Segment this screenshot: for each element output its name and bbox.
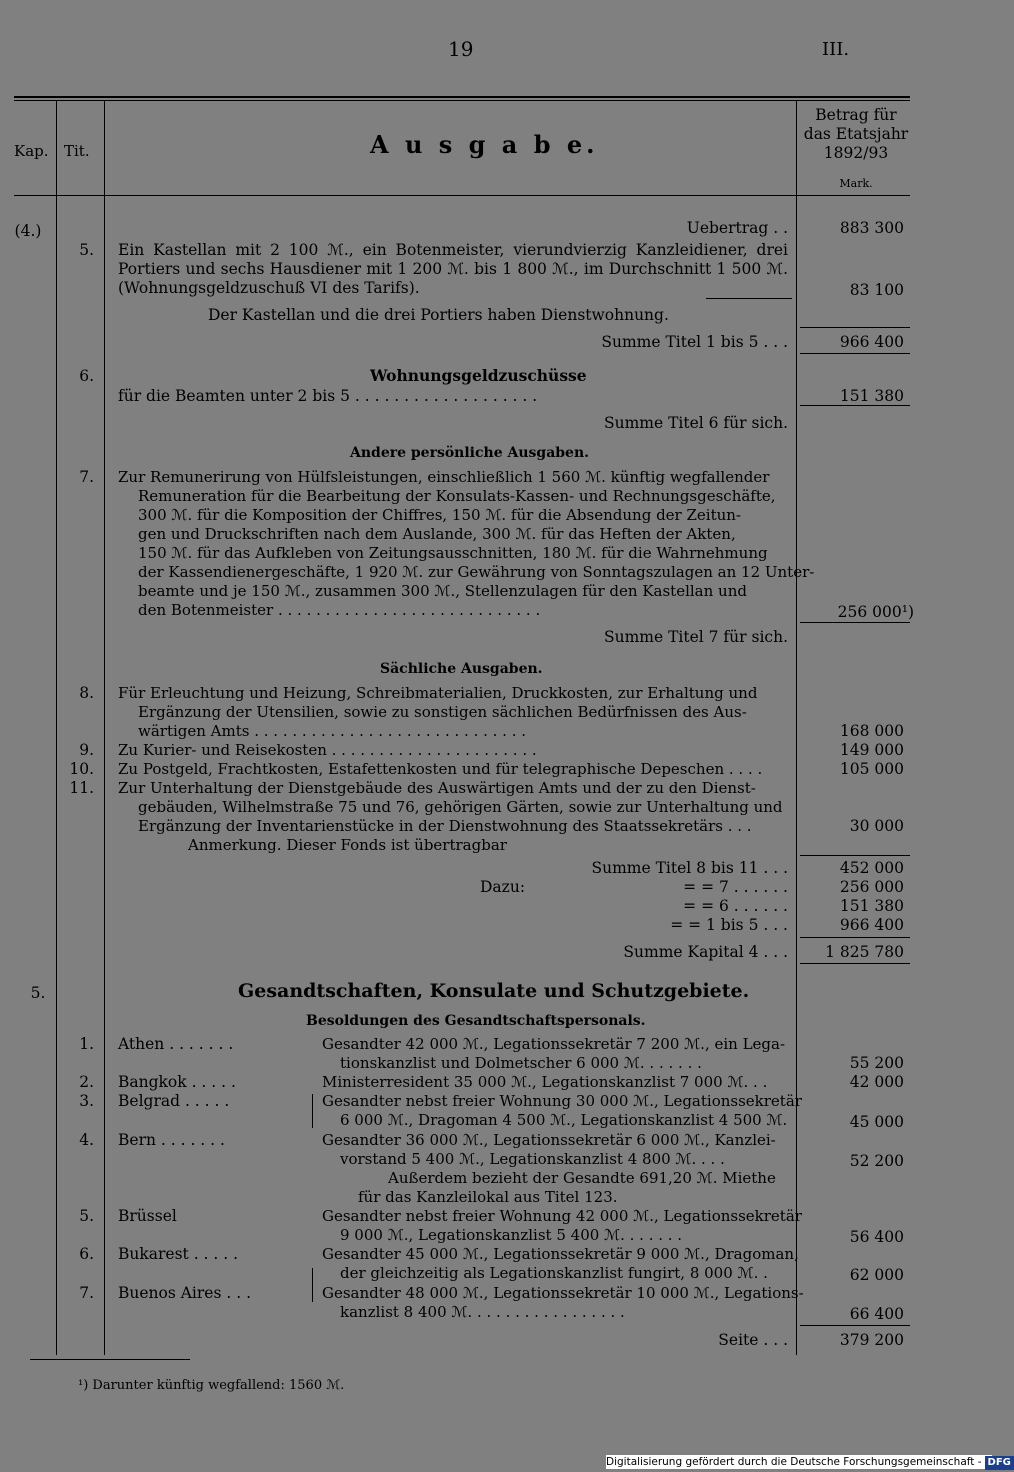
titel-7-value: 256 000¹) (837, 603, 914, 621)
col-divider-tit (104, 100, 105, 1355)
titel-11-line-2: gebäuden, Wilhelmstraße 75 und 76, gehörigen Gärten, sowie zur Unterhaltung und (138, 798, 783, 816)
entry-2-place: Bangkok . . . . . (118, 1073, 236, 1091)
entry-1-line-1: Gesandter 42 000 ℳ., Legationssekretär 7 200 ℳ., ein Lega- (322, 1035, 786, 1053)
entry-3-value: 45 000 (849, 1113, 904, 1131)
titel-6-rule (800, 405, 910, 406)
header-bottom-rule (14, 195, 910, 196)
kapitel-5-heading: Gesandtschaften, Konsulate und Schutzgebiete. (238, 980, 750, 1002)
titel-5-num: 5. (79, 241, 94, 259)
entry-5-value: 56 400 (849, 1228, 904, 1246)
sum-8-11-rule (800, 855, 910, 856)
entry-7-num: 7. (79, 1284, 94, 1302)
titel-7-line-1: Zur Remunerirung von Hülfsleistungen, einschließlich 1 560 ℳ. künftig wegfallender (118, 468, 770, 486)
titel-8-num: 8. (79, 684, 94, 702)
entry-1-num: 1. (79, 1035, 94, 1053)
amount-header-line-3: 1892/93 (823, 144, 889, 162)
sum-kap4-rule (800, 937, 910, 938)
titel-7-line-3: 300 ℳ. für die Komposition der Chiffres, 150 ℳ. für die Absendung der Zeitun- (138, 506, 741, 524)
sum-8-11-value: 452 000 (839, 859, 904, 877)
entry-3-line-2: 6 000 ℳ., Dragoman 4 500 ℳ., Legationskanzlist 4 500 ℳ. (340, 1111, 788, 1129)
dazu-label: Dazu: (480, 878, 526, 896)
titel-7-line-7: beamte und je 150 ℳ., zusammen 300 ℳ., Stellenzulagen für den Kastellan und (138, 582, 747, 600)
entry-3-place: Belgrad . . . . . (118, 1092, 230, 1110)
titel-8-value: 168 000 (839, 722, 904, 740)
col-header-kap: Kap. (14, 142, 49, 160)
titel-11-line-1: Zur Unterhaltung der Dienstgebäude des Auswärtigen Amts und der zu den Dienst- (118, 779, 756, 797)
amount-unit: Mark. (839, 177, 873, 190)
titel-11-line-3: Ergänzung der Inventarienstücke in der Dienstwohnung des Staatssekretärs . . . (138, 817, 752, 835)
entry-4-value: 52 200 (849, 1152, 904, 1170)
titel-10-text: Zu Postgeld, Frachtkosten, Estafettenkosten und für telegraphische Depeschen . . . . (118, 760, 763, 778)
table-title: A u s g a b e. (370, 130, 599, 159)
titel-5-rule (706, 298, 792, 299)
section-mark: III. (822, 39, 850, 60)
titel-5-note: Der Kastellan und die drei Portiers haben Dienstwohnung. (208, 306, 669, 324)
entry-5-line-1: Gesandter nebst freier Wohnung 42 000 ℳ., Legationssekretär (322, 1207, 802, 1225)
amount-header-line-1: Betrag für (815, 106, 897, 124)
titel-7-line-4: gen und Druckschriften nach dem Auslande, 300 ℳ. für das Heften der Akten, (138, 525, 736, 543)
entry-6-num: 6. (79, 1245, 94, 1263)
sum-kap4-bottom-rule (800, 963, 910, 964)
entry-7-value: 66 400 (849, 1305, 904, 1323)
entry-5-place: Brüssel (118, 1207, 177, 1225)
titel-9-value: 149 000 (839, 741, 904, 759)
entry-7-bracket (312, 1268, 313, 1302)
sum-1-5-rule (800, 327, 910, 328)
uebertrag-label: Uebertrag . . (686, 219, 788, 237)
footer-text: Digitalisierung gefördert durch die Deutsche Forschungsgemeinschaft - (606, 1456, 982, 1468)
entry-1-line-2: tionskanzlist und Dolmetscher 6 000 ℳ. . . . . . . (340, 1054, 702, 1072)
dazu-1-5-value: 966 400 (839, 916, 904, 934)
titel-8-line-3: wärtigen Amts . . . . . . . . . . . . . . . . . . . . . . . . . . . . . (138, 722, 527, 740)
entry-4-line-3: Außerdem bezieht der Gesandte 691,20 ℳ. Miethe (388, 1169, 776, 1187)
table-top-rule-2 (14, 100, 910, 101)
sum-kap4-label: Summe Kapital 4 . . . (623, 943, 788, 961)
titel-9-text: Zu Kurier- und Reisekosten . . . . . . . . . . . . . . . . . . . . . . (118, 741, 537, 759)
entry-7-place: Buenos Aires . . . (118, 1284, 251, 1302)
titel-11-note: Anmerkung. Dieser Fonds ist übertragbar (188, 836, 507, 854)
digitization-footer (606, 1455, 1011, 1469)
titel-7-num: 7. (79, 468, 94, 486)
titel-7-line-2: Remuneration für die Bearbeitung der Konsulats-Kassen- und Rechnungsgeschäfte, (138, 487, 776, 505)
titel-8-line-2: Ergänzung der Utensilien, sowie zu sonstigen sächlichen Bedürfnissen des Aus- (138, 703, 747, 721)
entry-4-num: 4. (79, 1131, 94, 1149)
titel-9-num: 9. (79, 741, 94, 759)
titel-7-line-6: der Kassendienergeschäfte, 1 920 ℳ. zur Gewährung von Sonntagszulagen an 12 Unter- (138, 563, 815, 581)
col-divider-kap (56, 100, 57, 1355)
entry-7-line-2: kanzlist 8 400 ℳ. . . . . . . . . . . . . . . . . (340, 1303, 625, 1321)
table-top-rule (14, 96, 910, 98)
entry-1-place: Athen . . . . . . . (118, 1035, 234, 1053)
footnote-rule (30, 1359, 190, 1360)
titel-10-value: 105 000 (839, 760, 904, 778)
page-number: 19 (448, 37, 474, 61)
entry-2-num: 2. (79, 1073, 94, 1091)
dazu-7-value: 256 000 (839, 878, 904, 896)
entry-5-line-2: 9 000 ℳ., Legationskanzlist 5 400 ℳ. . . . . . . (340, 1226, 683, 1244)
entry-1-value: 55 200 (849, 1054, 904, 1072)
titel-6-text: für die Beamten unter 2 bis 5 . . . . . . . . . . . . . . . . . . . (118, 387, 538, 405)
entry-6-line-1: Gesandter 45 000 ℳ., Legationssekretär 9 000 ℳ., Dragoman, (322, 1245, 799, 1263)
titel-6-value: 151 380 (839, 387, 904, 405)
entry-4-place: Bern . . . . . . . (118, 1131, 225, 1149)
entry-6-place: Bukarest . . . . . (118, 1245, 239, 1263)
sum-1-5-value: 966 400 (839, 333, 904, 351)
entry-3-line-1: Gesandter nebst freier Wohnung 30 000 ℳ., Legationssekretär (322, 1092, 802, 1110)
heading-persoenliche-ausgaben: Andere persönliche Ausgaben. (350, 445, 590, 461)
entry-6-value: 62 000 (849, 1266, 904, 1284)
col-divider-amount (796, 100, 797, 1355)
titel-11-num: 11. (69, 779, 94, 797)
footnote: ¹) Darunter künftig wegfallend: 1560 ℳ. (78, 1378, 345, 1393)
titel-11-value: 30 000 (849, 817, 904, 835)
entry-2-line-1: Ministerresident 35 000 ℳ., Legationskanzlist 7 000 ℳ. . . (322, 1073, 768, 1091)
sum-8-11-label: Summe Titel 8 bis 11 . . . (591, 859, 788, 877)
entry-4-line-4: für das Kanzleilokal aus Titel 123. (358, 1188, 618, 1206)
heading-saechliche-ausgaben: Sächliche Ausgaben. (380, 661, 543, 677)
kapitel-4-label: (4.) (14, 222, 42, 240)
seite-rule (800, 1325, 910, 1326)
entry-2-value: 42 000 (849, 1073, 904, 1091)
titel-7-rule (800, 622, 910, 623)
sum-6-label: Summe Titel 6 für sich. (603, 414, 788, 432)
dazu-6-label: = = 6 . . . . . . (683, 897, 788, 915)
entry-4-line-1: Gesandter 36 000 ℳ., Legationssekretär 6 000 ℳ., Kanzlei- (322, 1131, 776, 1149)
titel-7-line-8: den Botenmeister . . . . . . . . . . . . . . . . . . . . . . . . . . . . (138, 601, 541, 619)
entry-4-line-2: vorstand 5 400 ℳ., Legationskanzlist 4 800 ℳ. . . . (340, 1150, 725, 1168)
sum-1-5-bottom-rule (800, 353, 910, 354)
entry-7-line-1: Gesandter 48 000 ℳ., Legationssekretär 10 000 ℳ., Legations- (322, 1284, 804, 1302)
titel-8-line-1: Für Erleuchtung und Heizung, Schreibmaterialien, Druckkosten, zur Erhaltung und (118, 684, 758, 702)
heading-wohnungsgeld: Wohnungsgeldzuschüsse (370, 366, 587, 385)
dazu-1-5-label: = = 1 bis 5 . . . (670, 916, 788, 934)
amount-header-line-2: das Etatsjahr (803, 125, 909, 143)
titel-10-num: 10. (69, 760, 94, 778)
col-header-tit: Tit. (64, 142, 90, 160)
titel-7-line-5: 150 ℳ. für das Aufkleben von Zeitungsausschnitten, 180 ℳ. für die Wahrnehmung (138, 544, 768, 562)
entry-3-num: 3. (79, 1092, 94, 1110)
uebertrag-value: 883 300 (839, 219, 904, 237)
titel-6-num: 6. (79, 367, 94, 385)
dazu-7-label: = = 7 . . . . . . (683, 878, 788, 896)
kapitel-5-label: 5. (30, 984, 46, 1002)
entry-6-line-2: der gleichzeitig als Legationskanzlist fungirt, 8 000 ℳ. . (340, 1264, 768, 1282)
sum-kap4-value: 1 825 780 (825, 943, 904, 961)
sum-7-label: Summe Titel 7 für sich. (603, 628, 788, 646)
titel-5-text: Ein Kastellan mit 2 100 ℳ., ein Botenmeister, vierundvierzig Kanzleidiener, drei Portiers und sechs Hausdiener mit 1 200 ℳ. bis 1 800 ℳ., im Durchschnitt 1 500 ℳ. (Wohnungsgeldzuschuß VI des Tarifs). (118, 241, 788, 297)
dazu-6-value: 151 380 (839, 897, 904, 915)
sum-1-5-label: Summe Titel 1 bis 5 . . . (601, 333, 788, 351)
dfg-logo: DFG (985, 1456, 1014, 1470)
kapitel-5-subheading: Besoldungen des Gesandtschaftspersonals. (306, 1013, 646, 1029)
entry-5-num: 5. (79, 1207, 94, 1225)
entry-3-bracket (312, 1094, 313, 1128)
titel-5-value: 83 100 (849, 281, 904, 299)
seite-value: 379 200 (839, 1331, 904, 1349)
seite-label: Seite . . . (718, 1331, 788, 1349)
